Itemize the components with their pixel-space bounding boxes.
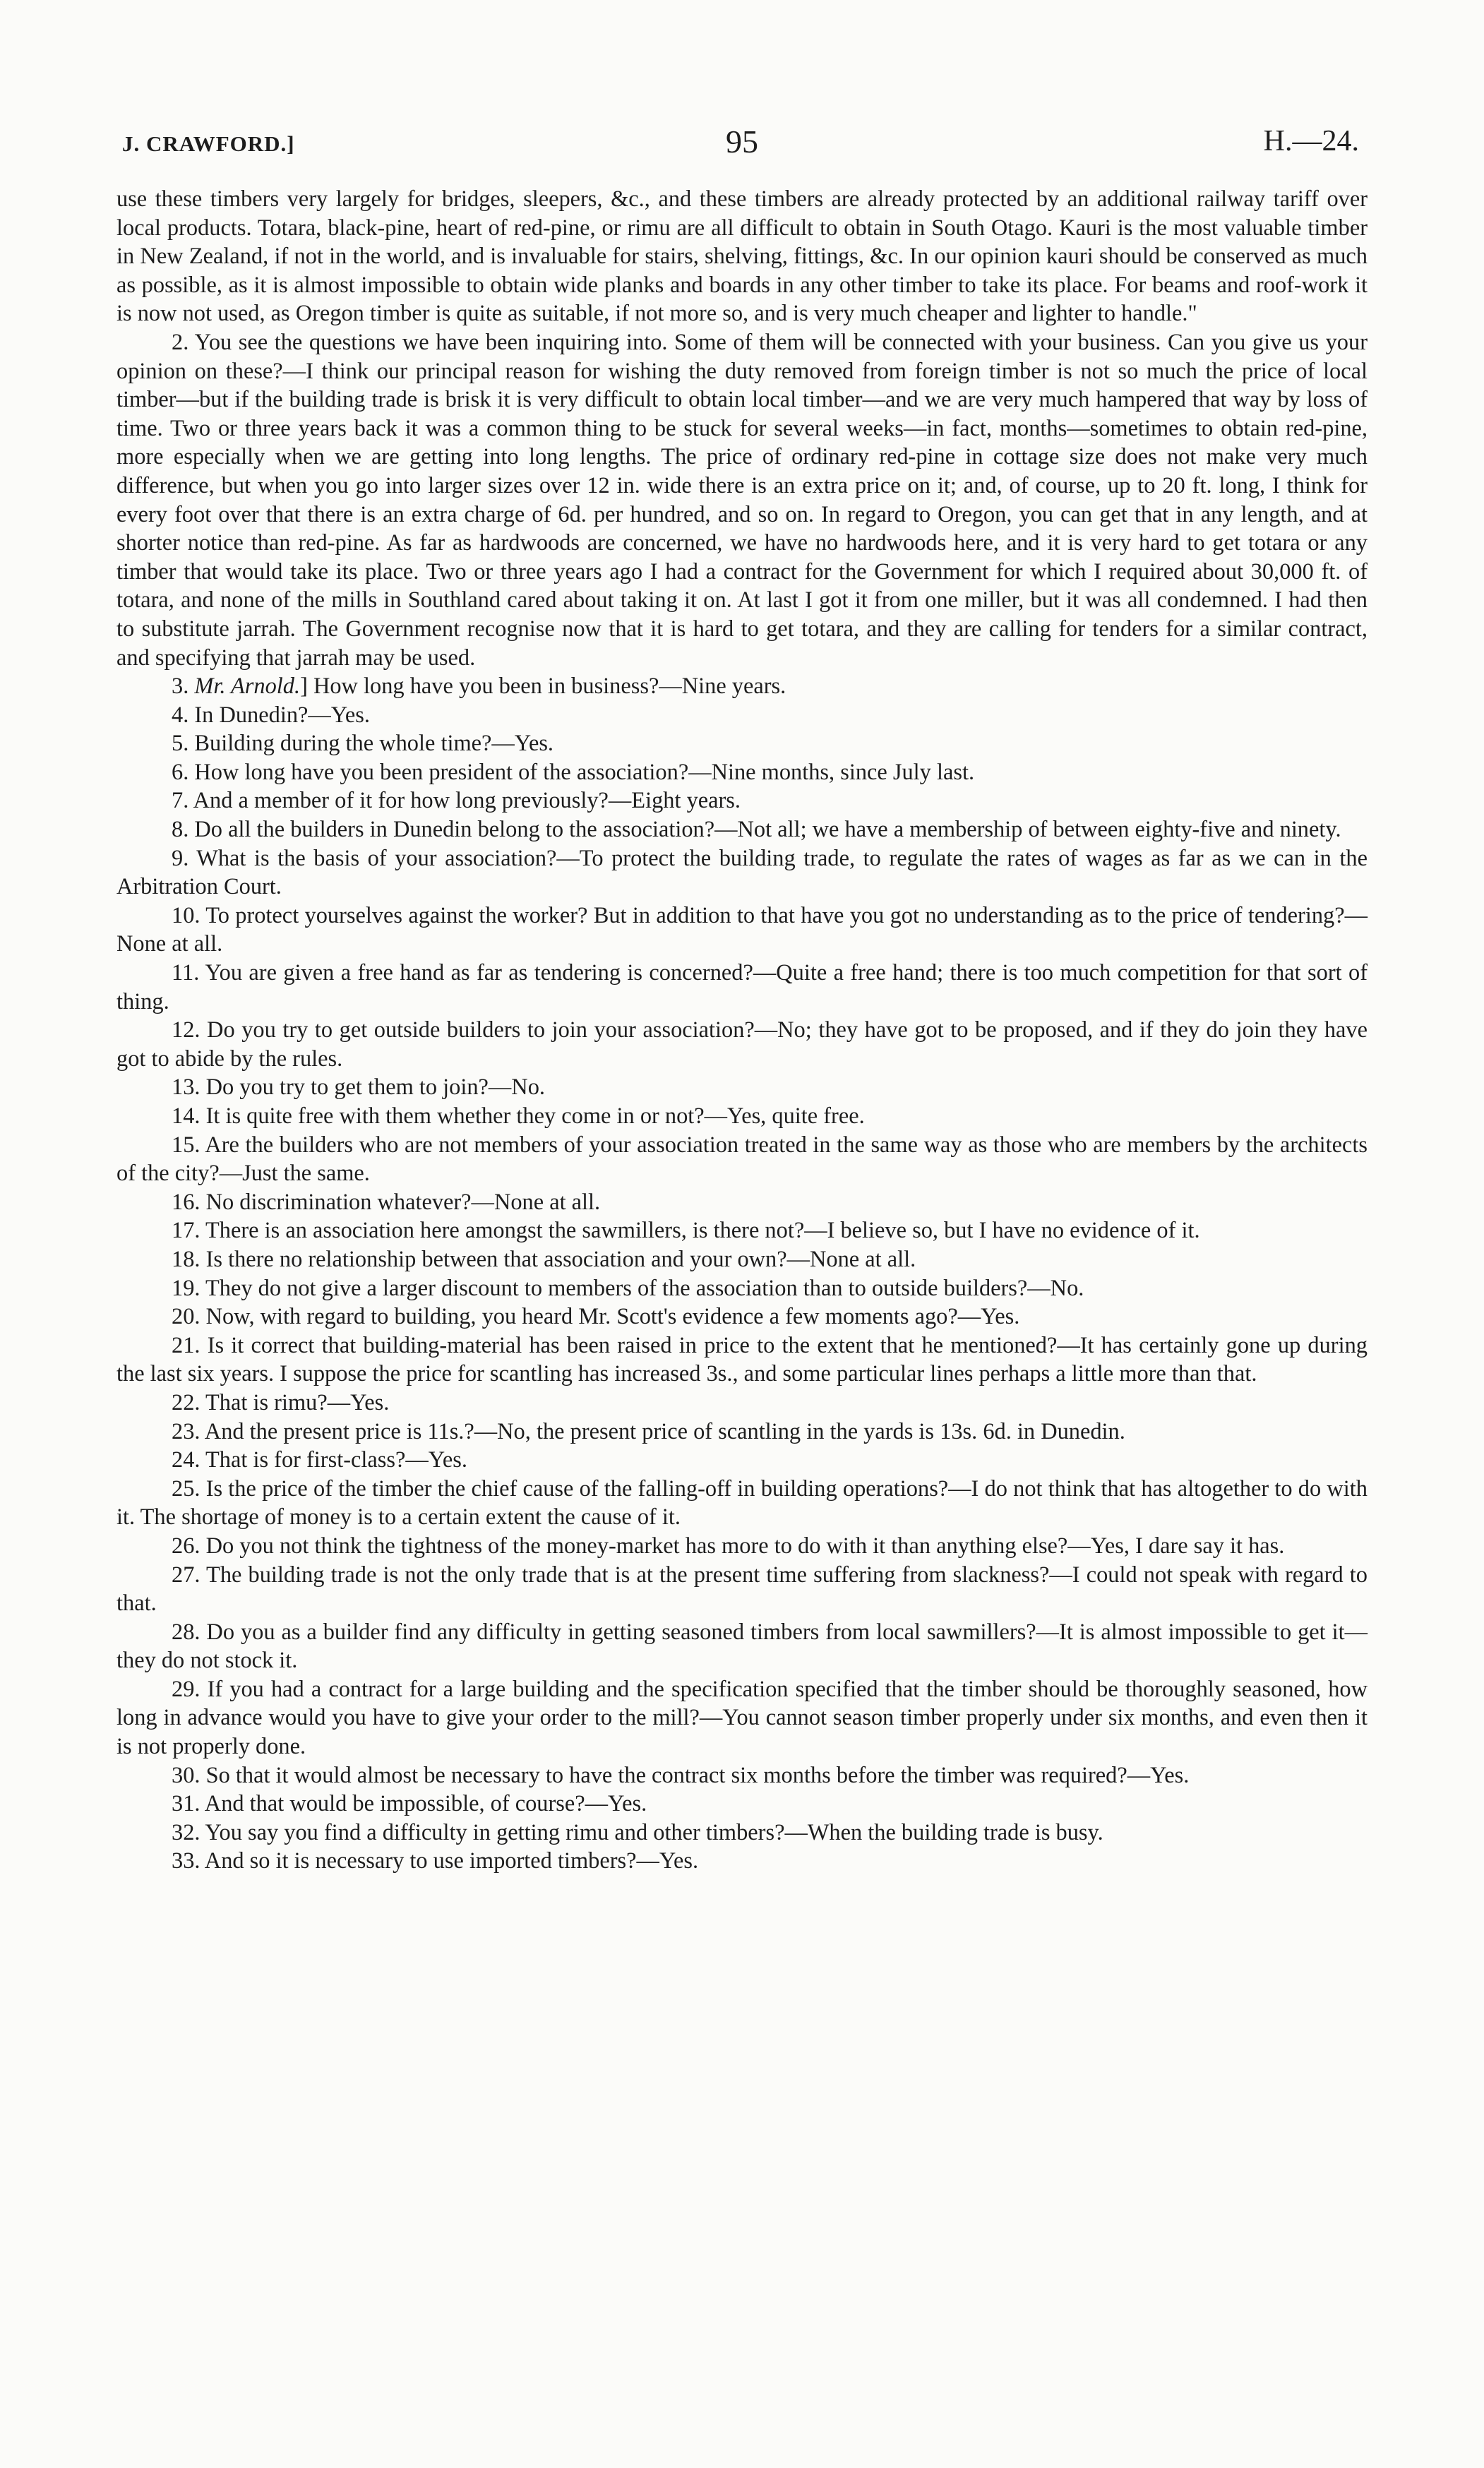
question-2: 2. You see the questions we have been inquiring into. Some of them will be connected with your business. Can you give us your opinion on these?—I think our principal reason for wishing the duty removed from foreign timber is not so much the price of local timber—but if the building trade is brisk it is very difficult to obtain local timber—and we are very much hampered that way by loss of time. Two or three years back it was a common thing to be stuck for several weeks—in fact, months—sometimes to obtain red-pine, more especially when we are getting into long lengths. The price of ordinary red-pine in cottage size does not make very much difference, but when you go into larger sizes over 12 in. wide there is an extra price on it; and, of course, up to 20 ft. long, I think for every foot over that there is an extra charge of 6d. per hundred, and so on. In regard to Oregon, you can get that in any length, and at shorter notice than red-pine. As far as hardwoods are concerned, we have no hardwoods here, and it is very hard to get totara or any timber that would take its place. Two or three years ago I had a contract for the Government for which I required about 30,000 ft. of totara, and none of the mills in Southland cared about taking it on. At last I got it from one miller, but it was all condemned. I had then to substitute jarrah. The Government recognise now that it is hard to get totara, and they are calling for tenders for a similar contract, and specifying that jarrah may be used. <box>116 329 1368 671</box>
question-6: 6. How long have you been president of the association?—Nine months, since July last. <box>172 759 975 785</box>
question-33: 33. And so it is necessary to use imported timbers?—Yes. <box>172 1848 699 1874</box>
question-31: 31. And that would be impossible, of course?—Yes. <box>172 1791 647 1817</box>
question-18: 18. Is there no relationship between that association and your own?—None at all. <box>172 1246 916 1272</box>
question-3-text: How long have you been in business?—Nine years. <box>313 673 786 700</box>
question-25: 25. Is the price of the timber the chief cause of the falling-off in building operations?—I do not think that has altogether to do with it. The shortage of money is to a certain extent the cause of it. <box>116 1475 1368 1530</box>
question-12: 12. Do you try to get outside builders to join your association?—No; they have got to be proposed, and if they do join they have got to abide by the rules. <box>116 1017 1368 1072</box>
witness-name: J. CRAWFORD.] <box>122 131 295 156</box>
question-28: 28. Do you as a builder find any difficulty in getting seasoned timbers from local sawmillers?—It is almost impossible to get it—they do not stock it. <box>116 1619 1368 1674</box>
question-21: 21. Is it correct that building-material has been raised in price to the extent that he mentioned?—It has certainly gone up during the last six years. I suppose the price for scantling has increased 3s., and some particular lines perhaps a little more than that. <box>116 1332 1368 1387</box>
question-22: 22. That is rimu?—Yes. <box>172 1389 390 1415</box>
question-26: 26. Do you not think the tightness of the money-market has more to do with it than anything else?—Yes, I dare say it has. <box>172 1533 1285 1559</box>
question-13: 13. Do you try to get them to join?—No. <box>172 1074 545 1101</box>
question-16: 16. No discrimination whatever?—None at all. <box>172 1189 601 1215</box>
paper-reference: H.—24. <box>1263 125 1359 157</box>
question-3: 3. Mr. Arnold.] How long have you been in business?—Nine years. <box>172 673 786 700</box>
question-8: 8. Do all the builders in Dunedin belong to the association?—Not all; we have a membership of between eighty-five and ninety. <box>172 817 1341 843</box>
question-27: 27. The building trade is not the only trade that is at the present time suffering from slackness?—I could not speak with regard to that. <box>116 1562 1368 1617</box>
question-7: 7. And a member of it for how long previously?—Eight years. <box>172 788 741 814</box>
opening-paragraph: use these timbers very largely for bridges, sleepers, &c., and these timbers are already protected by an additional railway tariff over local products. Totara, black-pine, heart of red-pine, or rimu are all difficult to obtain in South Otago. Kauri is the most valuable timber in New Zealand, if not in the world, and is invaluable for stairs, shelving, fittings, &c. In our opinion kauri should be conserved as much as possible, as it is almost impossible to obtain wide planks and boards in any other timber to take its place. For beams and roof-work it is now not used, as Oregon timber is quite as suitable, if not more so, and is very much cheaper and lighter to handle." <box>116 186 1368 327</box>
page-number: 95 <box>726 124 758 160</box>
question-9: 9. What is the basis of your association?—To protect the building trade, to regulate the rates of wages as far as we can in the Arbitration Court. <box>116 845 1368 900</box>
question-4: 4. In Dunedin?—Yes. <box>172 702 371 728</box>
question-19: 19. They do not give a larger discount to members of the association than to outside builders?—No. <box>172 1275 1084 1301</box>
question-11: 11. You are given a free hand as far as tendering is concerned?—Quite a free hand; there is too much competition for that sort of thing. <box>116 960 1368 1014</box>
question-10: 10. To protect yourselves against the worker? But in addition to that have you got no understanding as to the price of tendering?—None at all. <box>116 902 1368 957</box>
question-32: 32. You say you find a difficulty in getting rimu and other timbers?—When the building trade is busy. <box>172 1819 1103 1845</box>
page-header <box>116 119 1368 168</box>
evidence-body <box>116 185 1368 1876</box>
question-30: 30. So that it would almost be necessary to have the contract six months before the timber was required?—Yes. <box>172 1762 1190 1788</box>
question-29: 29. If you had a contract for a large building and the specification specified that the timber should be thoroughly seasoned, how long in advance would you have to give your order to the mill?—You cannot season timber properly under six months, and even then it is not properly done. <box>116 1676 1368 1760</box>
question-17: 17. There is an association here amongst the sawmillers, is there not?—I believe so, but I have no evidence of it. <box>172 1218 1200 1244</box>
question-20: 20. Now, with regard to building, you heard Mr. Scott's evidence a few moments ago?—Yes. <box>172 1304 1020 1330</box>
question-24: 24. That is for first-class?—Yes. <box>172 1447 467 1473</box>
question-14: 14. It is quite free with them whether they come in or not?—Yes, quite free. <box>172 1103 865 1129</box>
speaker-name: Mr. Arnold. <box>194 673 301 700</box>
question-15: 15. Are the builders who are not members of your association treated in the same way as those who are members by the architects of the city?—Just the same. <box>116 1132 1368 1187</box>
question-23: 23. And the present price is 11s.?—No, the present price of scantling in the yards is 13s. 6d. in Dunedin. <box>172 1418 1125 1444</box>
question-5: 5. Building during the whole time?—Yes. <box>172 731 554 757</box>
